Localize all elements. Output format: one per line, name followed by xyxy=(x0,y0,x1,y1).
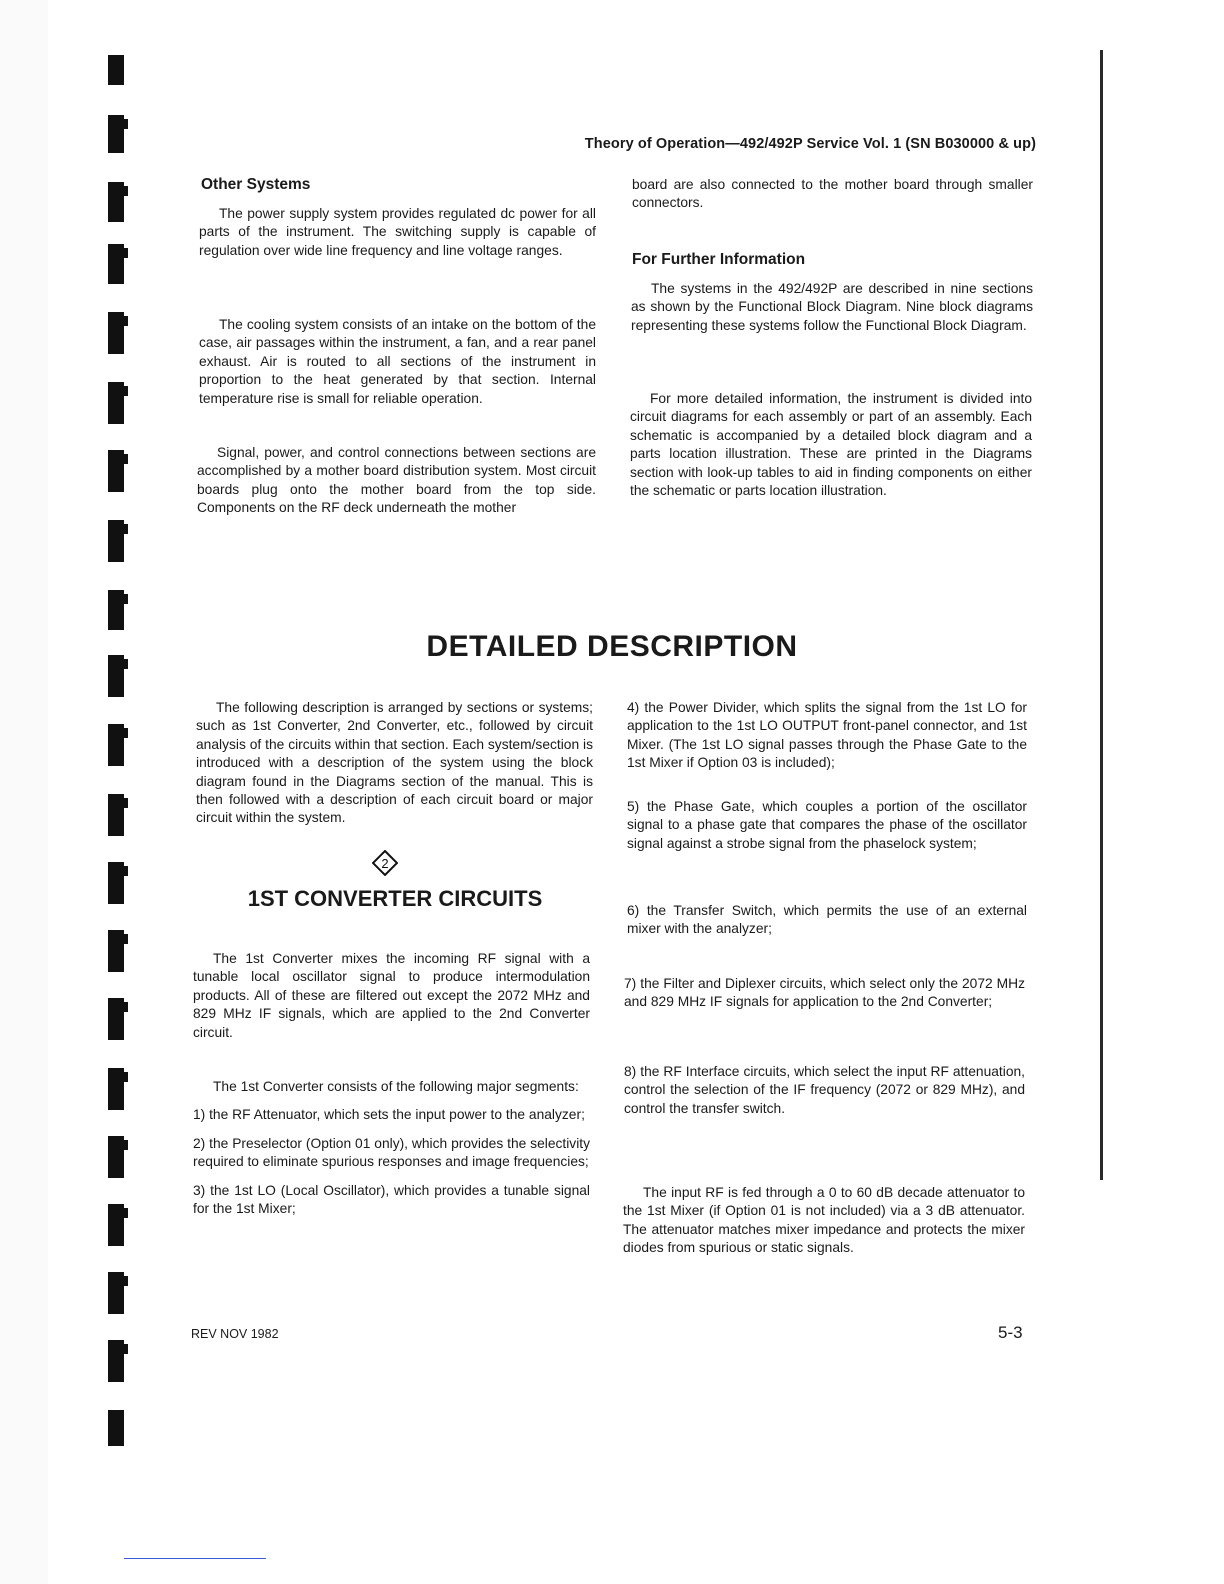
running-header: Theory of Operation—492/492P Service Vol. 1 (SN B030000 & up) xyxy=(584,136,1036,152)
paragraph: The following description is arranged by sections or systems; such as 1st Converter, 2nd Converter, etc., followed by circuit analysis of the circuits within that section. Each system/section is introduced with a description of the system using the block diagram found in the Diagrams section of the manual. This is then followed with a description of each circuit board or major circuit within the system. xyxy=(196,700,593,826)
paragraph: For more detailed information, the instrument is divided into circuit diagrams for each assembly or part of an assembly. Each schematic is accompanied by a detailed block diagram and a parts location illustration. These are printed in the Diagrams section with look-up tables to aid in finding components on either the schematic or parts location illustration. xyxy=(630,391,1032,499)
binding-marks xyxy=(100,0,150,1584)
binding-mark xyxy=(108,1204,124,1246)
binding-mark xyxy=(108,590,124,630)
paragraph: The power supply system provides regulated dc power for all parts of the instrument. The switching supply is capable of regulation over wide line frequency and line voltage ranges. xyxy=(199,206,596,258)
subsection-title: 1ST CONVERTER CIRCUITS xyxy=(247,886,543,911)
list-item: 1) the RF Attenuator, which sets the input power to the analyzer; xyxy=(193,1107,585,1123)
binding-mark xyxy=(108,244,124,284)
binding-mark xyxy=(108,382,124,424)
list-item: 4) the Power Divider, which splits the signal from the 1st LO for application to the 1st LO OUTPUT front-panel connector, and 1st Mixer. (The 1st LO signal passes through the Phase Gate to the 1st Mixer if Option 03 is included); xyxy=(627,700,1027,771)
link-underline xyxy=(124,1558,266,1559)
paragraph: The systems in the 492/492P are described in nine sections as shown by the Functional Block Diagram. Nine block diagrams representing these systems follow the Functional Block Diagram. xyxy=(631,281,1033,333)
paragraph: The input RF is fed through a 0 to 60 dB decade attenuator to the 1st Mixer (if Option 01 is not included) via a 3 dB attenuator. The attenuator matches mixer impedance and protects the mixer diodes from spurious or static signals. xyxy=(623,1185,1025,1256)
binding-mark xyxy=(108,115,124,153)
item-6-block xyxy=(627,902,1027,939)
binding-mark xyxy=(108,55,124,85)
diagram-number-icon xyxy=(372,850,398,876)
binding-mark xyxy=(108,450,124,492)
further-info-heading: For Further Information xyxy=(632,251,806,268)
item-7-block xyxy=(624,975,1025,1012)
item-8-block xyxy=(624,1063,1025,1118)
margin-rule xyxy=(1100,50,1103,1180)
revision-date: REV NOV 1982 xyxy=(191,1327,279,1341)
binding-mark xyxy=(108,182,124,222)
paragraph: board are also connected to the mother board through smaller connectors. xyxy=(632,177,1033,211)
list-item: 6) the Transfer Switch, which permits the use of an external mixer with the analyzer; xyxy=(627,903,1027,937)
list-item: 8) the RF Interface circuits, which select the input RF attenuation, control the selection of the IF frequency (2072 or 829 MHz), and control the transfer switch. xyxy=(624,1064,1025,1116)
binding-mark xyxy=(108,1272,124,1314)
further-info-body xyxy=(631,280,1033,335)
input-rf-block xyxy=(623,1184,1025,1258)
binding-mark xyxy=(108,520,124,562)
binding-mark xyxy=(108,998,124,1040)
paragraph: Signal, power, and control connections between sections are accomplished by a mother board distribution system. Most circuit boards plug onto the mother board from the top side. Components on the RF deck underneath the mother xyxy=(197,445,596,516)
binding-mark xyxy=(108,1410,124,1446)
other-systems-body xyxy=(199,205,596,260)
binding-mark xyxy=(108,1340,124,1382)
cooling-paragraph-block xyxy=(199,316,596,408)
paragraph: The 1st Converter mixes the incoming RF signal with a tunable local oscillator signal to produce intermodulation products. All of these are filtered out except the 2072 MHz and 829 MHz IF signals, which are applied to the 2nd Converter circuit. xyxy=(193,951,590,1040)
item-4-block xyxy=(627,699,1027,773)
converter-intro xyxy=(193,950,590,1042)
converter-segments xyxy=(193,1078,590,1218)
binding-mark xyxy=(108,1136,124,1178)
detailed-info-block xyxy=(630,390,1032,500)
diagram-number: 2 xyxy=(381,856,389,871)
signal-paragraph-block xyxy=(197,444,596,518)
page-number: 5-3 xyxy=(998,1323,1023,1342)
intro-block xyxy=(196,699,593,828)
binding-mark xyxy=(108,794,124,836)
binding-mark xyxy=(108,724,124,766)
list-item: 5) the Phase Gate, which couples a portion of the oscillator signal to a phase gate that compares the phase of the oscillator signal against a strobe signal from the phaselock system; xyxy=(627,799,1027,851)
binding-mark xyxy=(108,930,124,972)
item-5-block xyxy=(627,798,1027,853)
continuation-block xyxy=(632,176,1033,213)
binding-mark xyxy=(108,862,124,904)
paragraph: The cooling system consists of an intake on the bottom of the case, air passages within the instrument, a fan, and a rear panel exhaust. Air is routed to all sections of the instrument in proportion to the heat generated by that section. Internal temperature rise is small for reliable operation. xyxy=(199,317,596,406)
list-item: 7) the Filter and Diplexer circuits, which select only the 2072 MHz and 829 MHz IF signals for application to the 2nd Converter; xyxy=(624,976,1025,1010)
binding-mark xyxy=(108,312,124,354)
list-item: 2) the Preselector (Option 01 only), which provides the selectivity required to eliminate spurious responses and image frequencies; xyxy=(193,1135,590,1170)
list-item: 3) the 1st LO (Local Oscillator), which provides a tunable signal for the 1st Mixer; xyxy=(193,1182,590,1217)
binding-mark xyxy=(108,1068,124,1110)
other-systems-heading: Other Systems xyxy=(201,176,311,193)
paragraph: The 1st Converter consists of the following major segments: xyxy=(213,1079,579,1094)
section-title: DETAILED DESCRIPTION xyxy=(426,630,798,663)
